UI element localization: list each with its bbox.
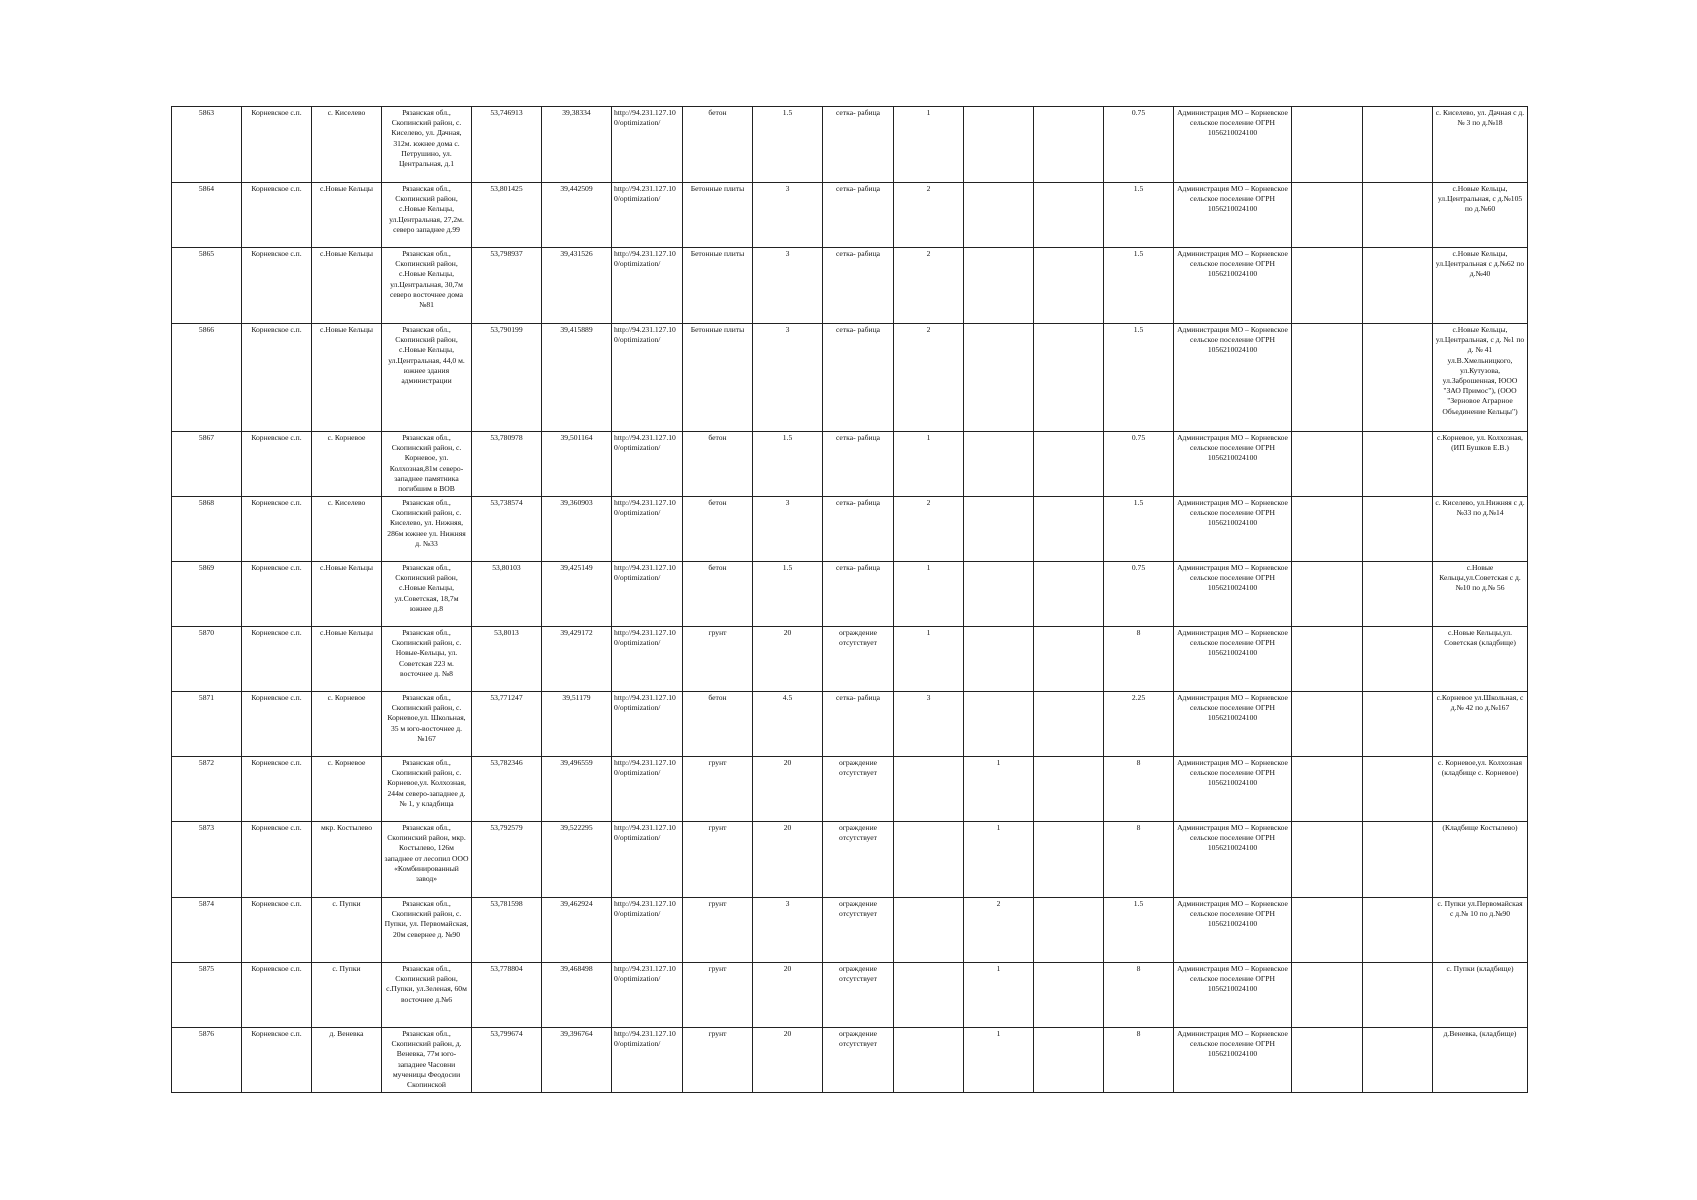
owner-cell: Администрация МО – Корневское сельское поселение ОГРН 1056210024100 (1174, 963, 1292, 1028)
latitude-cell: 53,771247 (472, 692, 542, 757)
surface-cell: грунт (683, 1028, 753, 1093)
longitude-cell: 39,501164 (542, 432, 612, 497)
containers-col2-cell: 1 (964, 963, 1034, 1028)
map-link-cell[interactable]: http://94.231.127.10 0/optimization/ (612, 183, 683, 248)
fence-cell: сетка- рабица (823, 432, 894, 497)
surface-cell: грунт (683, 627, 753, 692)
area-cell: 20 (753, 627, 823, 692)
number-cell: 5871 (172, 692, 242, 757)
waste-sources-cell: с.Новые Кельцы, ул.Центральная с д.№62 по д.№40 (1433, 248, 1528, 324)
map-link-cell[interactable]: http://94.231.127.10 0/optimization/ (612, 562, 683, 627)
latitude-cell: 53,780978 (472, 432, 542, 497)
map-link-cell[interactable]: http://94.231.127.10 0/optimization/ (612, 497, 683, 562)
containers-col3-cell (1034, 562, 1104, 627)
number-cell: 5875 (172, 963, 242, 1028)
area-cell: 3 (753, 497, 823, 562)
latitude-cell: 53,778804 (472, 963, 542, 1028)
extra-col2-cell (1363, 248, 1433, 324)
settlement-cell: Корневское с.п. (242, 107, 312, 183)
table-row (172, 324, 1528, 432)
area-cell: 3 (753, 324, 823, 432)
table-row (172, 898, 1528, 963)
containers-col1-cell: 2 (894, 248, 964, 324)
owner-cell: Администрация МО – Корневское сельское поселение ОГРН 1056210024100 (1174, 757, 1292, 822)
containers-col1-cell: 1 (894, 107, 964, 183)
volume-cell: 2.25 (1104, 692, 1174, 757)
table-row (172, 963, 1528, 1028)
area-cell: 1.5 (753, 107, 823, 183)
locality-cell: с.Новые Кельцы (312, 324, 382, 432)
extra-col1-cell (1292, 822, 1363, 898)
latitude-cell: 53,782346 (472, 757, 542, 822)
latitude-cell: 53,781598 (472, 898, 542, 963)
extra-col2-cell (1363, 898, 1433, 963)
owner-cell: Администрация МО – Корневское сельское поселение ОГРН 1056210024100 (1174, 562, 1292, 627)
containers-col1-cell: 1 (894, 562, 964, 627)
containers-col2-cell: 1 (964, 822, 1034, 898)
containers-col2-cell: 2 (964, 898, 1034, 963)
map-link-cell[interactable]: http://94.231.127.10 0/optimization/ (612, 432, 683, 497)
longitude-cell: 39,442509 (542, 183, 612, 248)
extra-col1-cell (1292, 324, 1363, 432)
volume-cell: 1.5 (1104, 324, 1174, 432)
extra-col1-cell (1292, 898, 1363, 963)
address-cell: Рязанская обл., Скопинский район, с. Новые-Кельцы, ул. Советская 223 м. восточнее д. №8 (382, 627, 472, 692)
settlement-cell: Корневское с.п. (242, 562, 312, 627)
volume-cell: 8 (1104, 1028, 1174, 1093)
table-row (172, 757, 1528, 822)
containers-col1-cell (894, 898, 964, 963)
map-link-cell[interactable]: http://94.231.127.10 0/optimization/ (612, 963, 683, 1028)
waste-sources-cell: с. Киселево, ул.Нижняя с д.№33 по д.№14 (1433, 497, 1528, 562)
owner-cell: Администрация МО – Корневское сельское поселение ОГРН 1056210024100 (1174, 898, 1292, 963)
table-row (172, 562, 1528, 627)
containers-col1-cell (894, 822, 964, 898)
surface-cell: грунт (683, 898, 753, 963)
surface-cell: Бетонные плиты (683, 324, 753, 432)
extra-col2-cell (1363, 822, 1433, 898)
containers-col2-cell (964, 183, 1034, 248)
extra-col1-cell (1292, 432, 1363, 497)
volume-cell: 0.75 (1104, 432, 1174, 497)
containers-col2-cell (964, 107, 1034, 183)
fence-cell: ограждение отсутствует (823, 627, 894, 692)
settlement-cell: Корневское с.п. (242, 757, 312, 822)
area-cell: 20 (753, 822, 823, 898)
area-cell: 4.5 (753, 692, 823, 757)
owner-cell: Администрация МО – Корневское сельское поселение ОГРН 1056210024100 (1174, 627, 1292, 692)
longitude-cell: 39,425149 (542, 562, 612, 627)
number-cell: 5873 (172, 822, 242, 898)
containers-col1-cell: 2 (894, 324, 964, 432)
latitude-cell: 53,738574 (472, 497, 542, 562)
fence-cell: ограждение отсутствует (823, 898, 894, 963)
extra-col2-cell (1363, 324, 1433, 432)
surface-cell: бетон (683, 432, 753, 497)
containers-col2-cell (964, 248, 1034, 324)
extra-col2-cell (1363, 107, 1433, 183)
surface-cell: бетон (683, 497, 753, 562)
locality-cell: мкр. Костылево (312, 822, 382, 898)
volume-cell: 1.5 (1104, 248, 1174, 324)
number-cell: 5866 (172, 324, 242, 432)
settlement-cell: Корневское с.п. (242, 432, 312, 497)
owner-cell: Администрация МО – Корневское сельское поселение ОГРН 1056210024100 (1174, 107, 1292, 183)
area-cell: 1.5 (753, 562, 823, 627)
owner-cell: Администрация МО – Корневское сельское поселение ОГРН 1056210024100 (1174, 1028, 1292, 1093)
extra-col2-cell (1363, 627, 1433, 692)
map-link-cell[interactable]: http://94.231.127.10 0/optimization/ (612, 692, 683, 757)
locality-cell: с. Пупки (312, 898, 382, 963)
waste-sources-cell: с. Пупки ул.Первомайская с д.№ 10 по д.№90 (1433, 898, 1528, 963)
fence-cell: сетка- рабица (823, 107, 894, 183)
longitude-cell: 39,360903 (542, 497, 612, 562)
containers-col2-cell (964, 627, 1034, 692)
extra-col1-cell (1292, 692, 1363, 757)
containers-col3-cell (1034, 692, 1104, 757)
waste-sources-cell: с.Корневое ул.Школьная, с д.№ 42 по д.№167 (1433, 692, 1528, 757)
surface-cell: бетон (683, 107, 753, 183)
table-row (172, 248, 1528, 324)
containers-col3-cell (1034, 324, 1104, 432)
containers-col1-cell (894, 757, 964, 822)
waste-sources-cell: с. Киселево, ул. Дачная с д.№ 3 по д.№18 (1433, 107, 1528, 183)
locality-cell: с. Корневое (312, 757, 382, 822)
area-cell: 3 (753, 183, 823, 248)
volume-cell: 1.5 (1104, 898, 1174, 963)
address-cell: Рязанская обл., Скопинский район, д. Веневка, 77м юго-западнее Часовни мученицы Феодосии Скопинской (382, 1028, 472, 1093)
containers-col1-cell: 1 (894, 432, 964, 497)
settlement-cell: Корневское с.п. (242, 324, 312, 432)
extra-col1-cell (1292, 183, 1363, 248)
containers-col3-cell (1034, 963, 1104, 1028)
extra-col1-cell (1292, 627, 1363, 692)
locality-cell: с. Корневое (312, 432, 382, 497)
table-row (172, 183, 1528, 248)
surface-cell: Бетонные плиты (683, 183, 753, 248)
fence-cell: сетка- рабица (823, 497, 894, 562)
fence-cell: ограждение отсутствует (823, 822, 894, 898)
extra-col2-cell (1363, 757, 1433, 822)
containers-col1-cell: 3 (894, 692, 964, 757)
address-cell: Рязанская обл., Скопинский район, с.Пупки, ул.Зеленая, 60м восточнее д.№6 (382, 963, 472, 1028)
extra-col1-cell (1292, 1028, 1363, 1093)
longitude-cell: 39,522295 (542, 822, 612, 898)
table-row (172, 432, 1528, 497)
longitude-cell: 39,51179 (542, 692, 612, 757)
extra-col1-cell (1292, 107, 1363, 183)
area-cell: 1.5 (753, 432, 823, 497)
owner-cell: Администрация МО – Корневское сельское поселение ОГРН 1056210024100 (1174, 497, 1292, 562)
registry-body (172, 107, 1528, 1093)
extra-col2-cell (1363, 1028, 1433, 1093)
surface-cell: бетон (683, 692, 753, 757)
containers-col1-cell: 2 (894, 183, 964, 248)
latitude-cell: 53,798937 (472, 248, 542, 324)
fence-cell: ограждение отсутствует (823, 1028, 894, 1093)
address-cell: Рязанская обл., Скопинский район, с. Корневое, ул. Колхозная,81м северо-западнее памятника погибшим в ВОВ (382, 432, 472, 497)
containers-col2-cell (964, 562, 1034, 627)
volume-cell: 8 (1104, 822, 1174, 898)
table-row (172, 1028, 1528, 1093)
extra-col1-cell (1292, 963, 1363, 1028)
containers-col3-cell (1034, 898, 1104, 963)
extra-col1-cell (1292, 497, 1363, 562)
area-cell: 20 (753, 1028, 823, 1093)
latitude-cell: 53,799674 (472, 1028, 542, 1093)
settlement-cell: Корневское с.п. (242, 627, 312, 692)
longitude-cell: 39,415889 (542, 324, 612, 432)
owner-cell: Администрация МО – Корневское сельское поселение ОГРН 1056210024100 (1174, 822, 1292, 898)
address-cell: Рязанская обл., Скопинский район, с.Новые Кельцы, ул.Центральная, 44,0 м. южнее здания администрации (382, 324, 472, 432)
containers-col2-cell: 1 (964, 757, 1034, 822)
containers-col3-cell (1034, 432, 1104, 497)
owner-cell: Администрация МО – Корневское сельское поселение ОГРН 1056210024100 (1174, 183, 1292, 248)
waste-sources-cell: с. Корневое,ул. Колхозная (кладбище с. Корневое) (1433, 757, 1528, 822)
table-row (172, 107, 1528, 183)
volume-cell: 0.75 (1104, 107, 1174, 183)
settlement-cell: Корневское с.п. (242, 183, 312, 248)
waste-sources-cell: (Кладбище Костылево) (1433, 822, 1528, 898)
locality-cell: с. Киселево (312, 107, 382, 183)
longitude-cell: 39,468498 (542, 963, 612, 1028)
number-cell: 5869 (172, 562, 242, 627)
address-cell: Рязанская обл., Скопинский район, с.Новые Кельцы, ул.Центральная, 30,7м северо восточнее дома №81 (382, 248, 472, 324)
volume-cell: 1.5 (1104, 497, 1174, 562)
number-cell: 5874 (172, 898, 242, 963)
settlement-cell: Корневское с.п. (242, 898, 312, 963)
containers-col3-cell (1034, 822, 1104, 898)
number-cell: 5865 (172, 248, 242, 324)
containers-col1-cell: 1 (894, 627, 964, 692)
address-cell: Рязанская обл., Скопинский район, с. Корневое,ул. Колхозная, 244м северо-западнее д. № 1, у кладбища (382, 757, 472, 822)
table-row (172, 627, 1528, 692)
volume-cell: 0.75 (1104, 562, 1174, 627)
map-link-cell[interactable]: http://94.231.127.10 0/optimization/ (612, 324, 683, 432)
locality-cell: с. Киселево (312, 497, 382, 562)
owner-cell: Администрация МО – Корневское сельское поселение ОГРН 1056210024100 (1174, 432, 1292, 497)
address-cell: Рязанская обл., Скопинский район, с. Киселево, ул. Дачная, 312м. южнее дома с. Петрушино, ул. Центральная, д.1 (382, 107, 472, 183)
latitude-cell: 53,790199 (472, 324, 542, 432)
number-cell: 5876 (172, 1028, 242, 1093)
area-cell: 3 (753, 898, 823, 963)
owner-cell: Администрация МО – Корневское сельское поселение ОГРН 1056210024100 (1174, 324, 1292, 432)
settlement-cell: Корневское с.п. (242, 1028, 312, 1093)
extra-col2-cell (1363, 963, 1433, 1028)
extra-col2-cell (1363, 183, 1433, 248)
locality-cell: с.Новые Кельцы (312, 562, 382, 627)
surface-cell: грунт (683, 822, 753, 898)
table-row (172, 497, 1528, 562)
settlement-cell: Корневское с.п. (242, 822, 312, 898)
number-cell: 5863 (172, 107, 242, 183)
fence-cell: сетка- рабица (823, 562, 894, 627)
map-link-cell[interactable]: http://94.231.127.10 0/optimization/ (612, 107, 683, 183)
fence-cell: сетка- рабица (823, 692, 894, 757)
surface-cell: бетон (683, 562, 753, 627)
owner-cell: Администрация МО – Корневское сельское поселение ОГРН 1056210024100 (1174, 692, 1292, 757)
area-cell: 20 (753, 757, 823, 822)
fence-cell: сетка- рабица (823, 248, 894, 324)
containers-col2-cell (964, 324, 1034, 432)
containers-col3-cell (1034, 1028, 1104, 1093)
longitude-cell: 39,431526 (542, 248, 612, 324)
fence-cell: сетка- рабица (823, 324, 894, 432)
address-cell: Рязанская обл., Скопинский район, мкр. Костылево, 126м западнее от лесопил ООО «Комбинированный завод» (382, 822, 472, 898)
latitude-cell: 53,801425 (472, 183, 542, 248)
containers-col3-cell (1034, 107, 1104, 183)
area-cell: 3 (753, 248, 823, 324)
map-link-cell[interactable]: http://94.231.127.10 0/optimization/ (612, 822, 683, 898)
latitude-cell: 53,80103 (472, 562, 542, 627)
extra-col1-cell (1292, 757, 1363, 822)
waste-sources-cell: с.Корневое, ул. Колхозная, (ИП Бушков Е.В.) (1433, 432, 1528, 497)
containers-col3-cell (1034, 497, 1104, 562)
containers-col2-cell (964, 432, 1034, 497)
surface-cell: грунт (683, 757, 753, 822)
fence-cell: ограждение отсутствует (823, 757, 894, 822)
settlement-cell: Корневское с.п. (242, 497, 312, 562)
waste-sources-cell: с.Новые Кельцы, ул.Центральная, с д.№105 по д.№60 (1433, 183, 1528, 248)
waste-sources-cell: д.Веневка, (кладбище) (1433, 1028, 1528, 1093)
longitude-cell: 39,38334 (542, 107, 612, 183)
address-cell: Рязанская обл., Скопинский район, с. Корневое,ул. Школьная, 35 м юго-восточнее д.№167 (382, 692, 472, 757)
number-cell: 5872 (172, 757, 242, 822)
volume-cell: 8 (1104, 963, 1174, 1028)
locality-cell: с. Корневое (312, 692, 382, 757)
extra-col1-cell (1292, 562, 1363, 627)
locality-cell: с.Новые Кельцы (312, 627, 382, 692)
address-cell: Рязанская обл., Скопинский район, с.Новые Кельцы, ул.Центральная, 27,2м. северо западнее д.99 (382, 183, 472, 248)
containers-col3-cell (1034, 248, 1104, 324)
address-cell: Рязанская обл., Скопинский район, с. Киселево, ул. Нижняя, 286м южнее ул. Нижняя д. №33 (382, 497, 472, 562)
number-cell: 5870 (172, 627, 242, 692)
containers-col1-cell (894, 1028, 964, 1093)
containers-col1-cell (894, 963, 964, 1028)
fence-cell: ограждение отсутствует (823, 963, 894, 1028)
number-cell: 5864 (172, 183, 242, 248)
owner-cell: Администрация МО – Корневское сельское поселение ОГРН 1056210024100 (1174, 248, 1292, 324)
containers-col1-cell: 2 (894, 497, 964, 562)
locality-cell: с.Новые Кельцы (312, 183, 382, 248)
latitude-cell: 53,746913 (472, 107, 542, 183)
containers-col3-cell (1034, 757, 1104, 822)
settlement-cell: Корневское с.п. (242, 963, 312, 1028)
longitude-cell: 39,462924 (542, 898, 612, 963)
map-link-cell[interactable]: http://94.231.127.10 0/optimization/ (612, 898, 683, 963)
volume-cell: 8 (1104, 757, 1174, 822)
map-link-cell[interactable]: http://94.231.127.10 0/optimization/ (612, 248, 683, 324)
latitude-cell: 53,792579 (472, 822, 542, 898)
fence-cell: сетка- рабица (823, 183, 894, 248)
extra-col2-cell (1363, 432, 1433, 497)
map-link-cell[interactable]: http://94.231.127.10 0/optimization/ (612, 757, 683, 822)
locality-cell: с.Новые Кельцы (312, 248, 382, 324)
containers-col3-cell (1034, 183, 1104, 248)
volume-cell: 1.5 (1104, 183, 1174, 248)
longitude-cell: 39,429172 (542, 627, 612, 692)
settlement-cell: Корневское с.п. (242, 692, 312, 757)
address-cell: Рязанская обл., Скопинский район, с.Новые Кельцы, ул.Советская, 18,7м южнее д.8 (382, 562, 472, 627)
containers-col2-cell (964, 497, 1034, 562)
surface-cell: Бетонные плиты (683, 248, 753, 324)
number-cell: 5867 (172, 432, 242, 497)
area-cell: 20 (753, 963, 823, 1028)
locality-cell: с. Пупки (312, 963, 382, 1028)
table-row (172, 822, 1528, 898)
number-cell: 5868 (172, 497, 242, 562)
map-link-cell[interactable]: http://94.231.127.10 0/optimization/ (612, 627, 683, 692)
waste-sources-cell: с.Новые Кельцы,ул.Советская с д.№10 по д.№ 56 (1433, 562, 1528, 627)
containers-col2-cell: 1 (964, 1028, 1034, 1093)
containers-col3-cell (1034, 627, 1104, 692)
locality-cell: д. Веневка (312, 1028, 382, 1093)
extra-col2-cell (1363, 562, 1433, 627)
waste-sources-cell: с. Пупки (кладбище) (1433, 963, 1528, 1028)
waste-sources-cell: с.Новые Кельцы,ул. Советская (кладбище) (1433, 627, 1528, 692)
surface-cell: грунт (683, 963, 753, 1028)
containers-col2-cell (964, 692, 1034, 757)
extra-col2-cell (1363, 497, 1433, 562)
volume-cell: 8 (1104, 627, 1174, 692)
latitude-cell: 53,8013 (472, 627, 542, 692)
extra-col1-cell (1292, 248, 1363, 324)
waste-sites-registry-table (171, 106, 1528, 1093)
table-row (172, 692, 1528, 757)
map-link-cell[interactable]: http://94.231.127.10 0/optimization/ (612, 1028, 683, 1093)
settlement-cell: Корневское с.п. (242, 248, 312, 324)
waste-sources-cell: с.Новые Кельцы, ул.Центральная, с д. №1 по д. № 41 ул.В.Хмельницкого, ул.Кутузова, ул.Заброшенная, ЮОО "ЗАО Примос"), (ООО "Зерновое Аграрное Объединение Кельцы") (1433, 324, 1528, 432)
longitude-cell: 39,396764 (542, 1028, 612, 1093)
address-cell: Рязанская обл., Скопинский район, с. Пупки, ул. Первомайская, 20м севернее д. №90 (382, 898, 472, 963)
extra-col2-cell (1363, 692, 1433, 757)
longitude-cell: 39,496559 (542, 757, 612, 822)
